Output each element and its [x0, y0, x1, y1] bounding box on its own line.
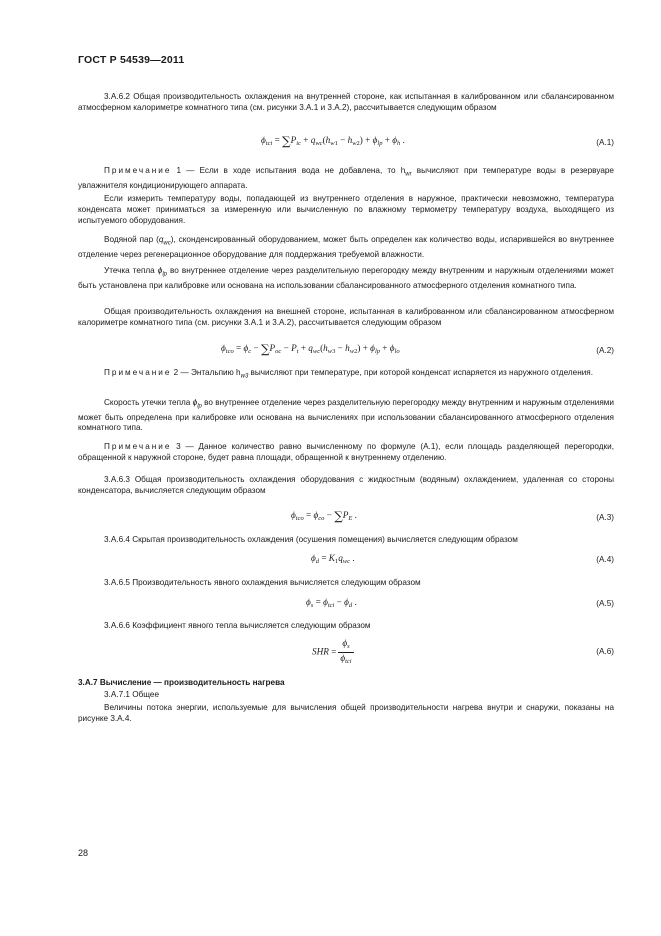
- note-label: Примечание: [104, 166, 172, 175]
- section-heading-3a7: 3.А.7 Вычисление — производительность нагрева: [78, 678, 285, 687]
- formula-a2: $\phi_{tco} = \phi_c - \sum P_{oc} - P_t + q_{wc}(h_{w3} - h_{w2}) + \phi_{lp} + \phi_{lo}$: [221, 342, 400, 356]
- document-header: ГОСТ Р 54539—2011: [78, 54, 185, 66]
- paragraph-water-vapor: Водяной пар $(q_{wc})$, сконденсированный оборудованием, может быть определен как количество воды, испарившейся во внутреннее отделение через регенерационное оборудование для поддержания требуемой влажности.: [78, 235, 614, 259]
- formula-a4: $\phi_d = K_1q_{wc}$ .: [311, 553, 355, 565]
- equation-number-a1: (А.1): [596, 138, 614, 147]
- formula-a1: $\phi_{tci} = \sum P_{ic} + q_{wc}(h_{w1} - h_{w2}) + \phi_{lp} + \phi_h$ .: [261, 134, 405, 148]
- paragraph-heating-energy: Величины потока энергии, используемые для вычисления общей производительности нагрева внутри и снаружи, показаны на рисунке 3.А.4.: [78, 703, 614, 723]
- equation-number-a3: (А.3): [596, 513, 614, 522]
- formula-a6: SHR = $\frac{\phi_s}{\phi_{tci}}$: [312, 638, 352, 665]
- page-number: 28: [78, 848, 89, 858]
- equation-number-a4: (А.4): [596, 555, 614, 564]
- equation-number-a5: (А.5): [596, 599, 614, 608]
- paragraph-leak-rate: Скорость утечки тепла $\phi_{lp}$ во внутреннее отделение через разделительную перегородку между внутренним и наружным отделениями может быть определена при калибровке или основана на вычислениях при использовании сбалансированного атмосферного отделения комнатного типа.: [78, 398, 615, 433]
- paragraph-3a62: 3.А.6.2 Общая производительность охлаждения на внутренней стороне, как испытанная в калиброванном или сбалансированном атмосферном калориметре комнатного типа (см. рисунки 3.А.1 и 3.А.2), рассчитывается следующим образом: [78, 92, 614, 112]
- formula-a3: $\phi_{tco} = \phi_{co} - \sum P_E$ .: [291, 509, 357, 523]
- paragraph-heat-leak: Утечка тепла $\phi_{lp}$ во внутреннее отделение через разделительную перегородку между внутренним и наружным отделениями может быть установлена при калибровке или основана на использовании сбалансированного атмосферного отделения комнатного типа.: [78, 266, 614, 290]
- paragraph-3a65: 3.А.6.5 Производительность явного охлаждения вычисляется следующим образом: [104, 578, 421, 587]
- paragraph-3a63: 3.А.6.3 Общая производительность охлаждения оборудования с жидкостным (водяным) охлаждением, удаленная со стороны конденсатора, вычисляется следующим образом: [78, 475, 614, 495]
- note-2: Примечание 2 — Энтальпию $h_{w3}$ вычисляют при температуре, при которой конденсат испаряется из наружного отделения.: [104, 368, 593, 380]
- formula-a5: $\phi_s = \phi_{tci} - \phi_d$ .: [306, 597, 357, 609]
- note-3: Примечание 3 — Данное количество равно вычисленному по формуле (А.1), если площадь разделяющей перегородки, обращенной к наружной стороне, будет равна площади, обращенной к внутреннему отделению.: [78, 442, 614, 462]
- subsection-3a71: 3.А.7.1 Общее: [104, 690, 160, 699]
- note-1: Примечание 1 — Если в ходе испытания вода не добавлена, то $h_{wr}$ вычисляют при температуре воды в резервуаре увлажнителя кондиционирующего аппарата.: [78, 166, 614, 190]
- equation-number-a6: (А.6): [596, 647, 614, 656]
- paragraph-3a64: 3.А.6.4 Скрытая производительность охлаждения (осушения помещения) вычисляется следующим образом: [104, 535, 518, 544]
- equation-number-a2: (А.2): [596, 346, 614, 355]
- paragraph-outer-cooling: Общая производительность охлаждения на внешней стороне, испытанная в калиброванном или сбалансированном атмосферном калориметре комнатного типа (см. рисунки 3.А.1 и 3.А.2), рассчитывается следующим образом: [78, 307, 614, 327]
- paragraph-3a66: 3.А.6.6 Коэффициент явного тепла вычисляется следующим образом: [104, 621, 371, 630]
- paragraph-condensate-temperature: Если измерить температуру воды, попадающей из внутреннего отделения в наружное, практически невозможно, температура конденсата может приниматься за измеренную или вычисленную по влажному термометру температуру воздуха, выходящего из испытуемого оборудования.: [78, 194, 614, 225]
